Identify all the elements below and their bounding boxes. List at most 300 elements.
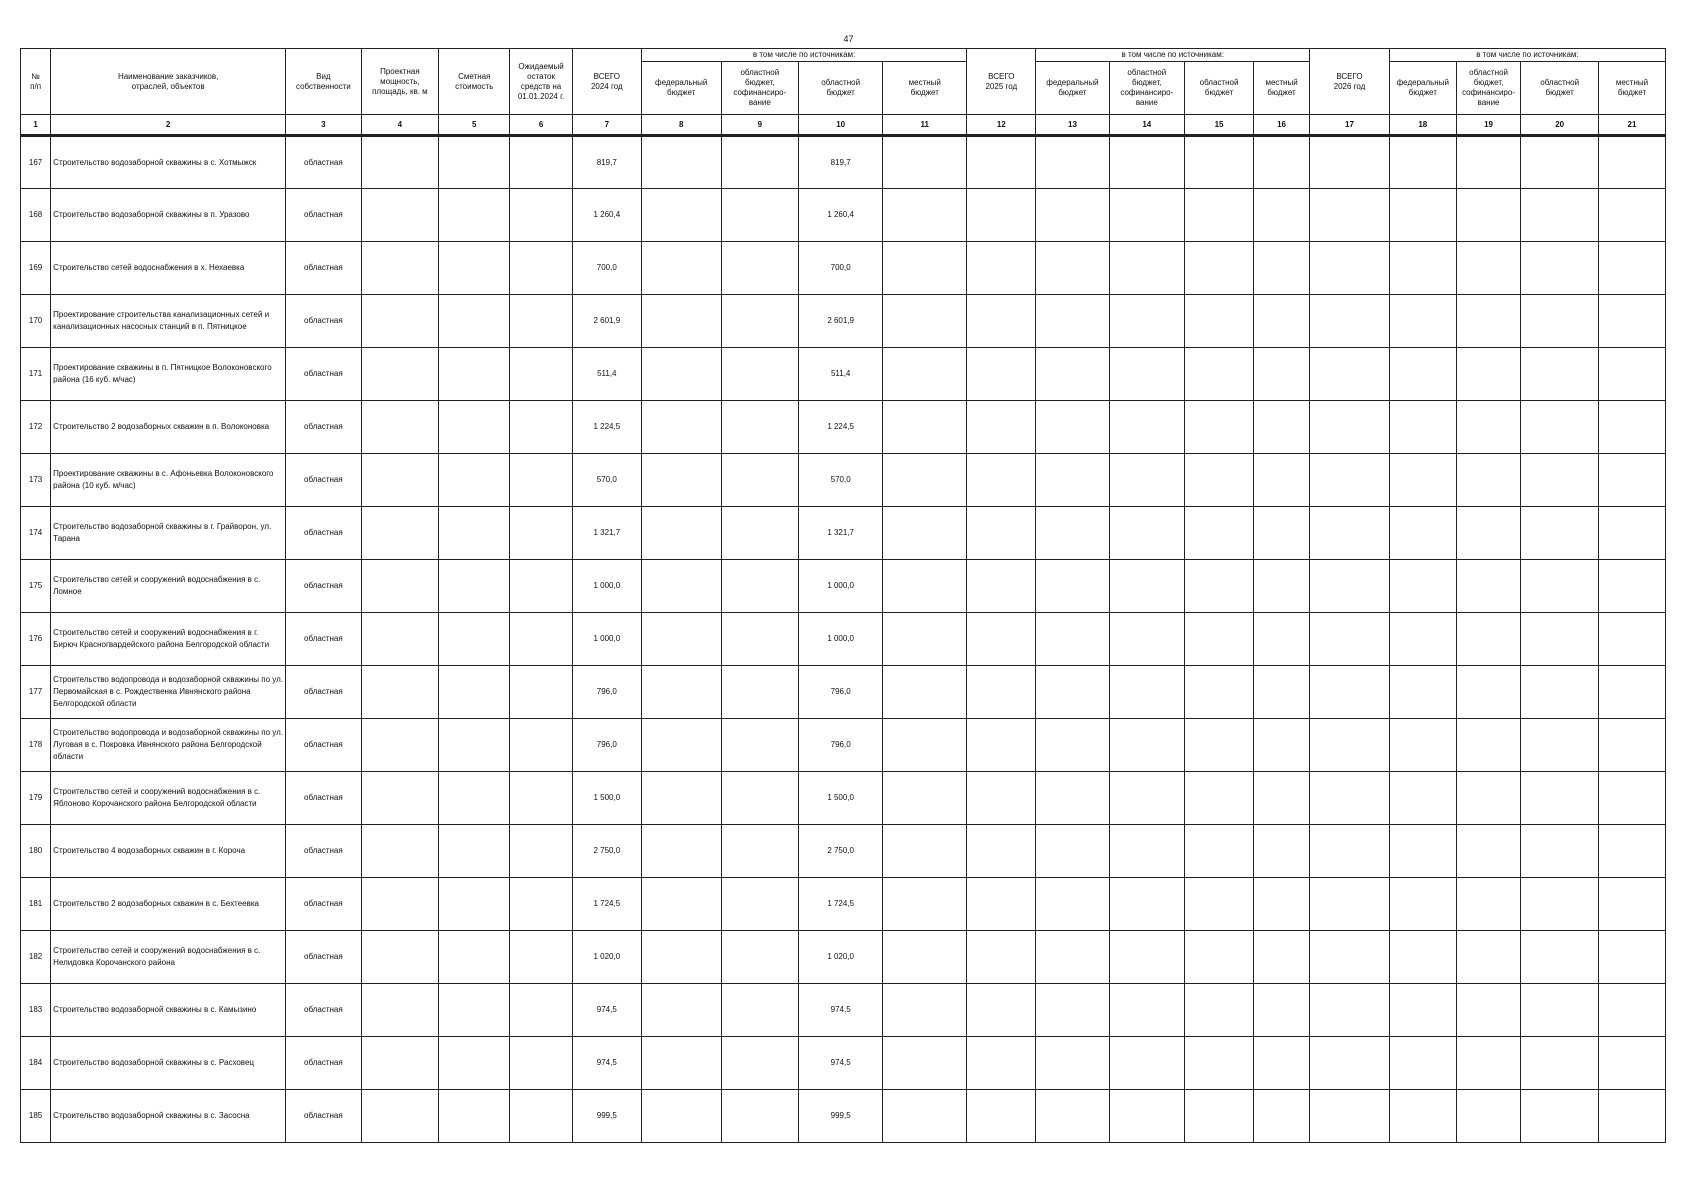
estimate-cell: [439, 560, 510, 613]
total-2025: [967, 242, 1036, 295]
regional-2026: [1521, 295, 1599, 348]
total-2026: [1310, 878, 1390, 931]
regional-cofin-2025: [1109, 666, 1184, 719]
regional-cofin-2026: [1456, 560, 1521, 613]
local-2026: [1598, 613, 1665, 666]
row-number: 178: [21, 719, 51, 772]
capacity-cell: [361, 1037, 439, 1090]
column-number: 19: [1456, 115, 1521, 136]
total-2025: [967, 560, 1036, 613]
federal-2026: [1389, 401, 1456, 454]
capacity-cell: [361, 666, 439, 719]
row-number: 174: [21, 507, 51, 560]
local-2025: [1254, 1090, 1310, 1143]
regional-cofin-2025: [1109, 242, 1184, 295]
federal-2024: [641, 348, 721, 401]
regional-2026: [1521, 931, 1599, 984]
column-number: 15: [1185, 115, 1254, 136]
object-name: Проектирование строительства канализационных сетей и канализационных насосных станций в п. Пятницкое: [51, 295, 286, 348]
local-2025: [1254, 348, 1310, 401]
ownership-type: областная: [286, 931, 361, 984]
regional-2025: [1185, 136, 1254, 189]
total-2025: [967, 136, 1036, 189]
total-2025: [967, 984, 1036, 1037]
federal-2025: [1036, 295, 1109, 348]
regional-2025: [1185, 719, 1254, 772]
federal-2025: [1036, 560, 1109, 613]
regional-2026: [1521, 772, 1599, 825]
total-2024: 511,4: [572, 348, 641, 401]
local-2025: [1254, 878, 1310, 931]
regional-cofin-2025: [1109, 136, 1184, 189]
regional-2025: [1185, 613, 1254, 666]
regional-2026: [1521, 878, 1599, 931]
row-number: 181: [21, 878, 51, 931]
table-row: [21, 931, 1666, 984]
regional-cofin-2024: [721, 719, 799, 772]
total-2024: 974,5: [572, 984, 641, 1037]
total-2024: 700,0: [572, 242, 641, 295]
regional-2025: [1185, 825, 1254, 878]
column-number: 4: [361, 115, 439, 136]
regional-2024: 1 020,0: [799, 931, 883, 984]
table-row: [21, 878, 1666, 931]
regional-cofin-2024: [721, 560, 799, 613]
total-2025: [967, 825, 1036, 878]
capacity-cell: [361, 613, 439, 666]
row-number: 183: [21, 984, 51, 1037]
total-2024: 1 224,5: [572, 401, 641, 454]
table-row: [21, 454, 1666, 507]
regional-cofin-2025: [1109, 348, 1184, 401]
regional-2024: 1 000,0: [799, 613, 883, 666]
remainder-cell: [510, 136, 573, 189]
federal-2024: [641, 719, 721, 772]
local-2025: [1254, 984, 1310, 1037]
regional-2024: 570,0: [799, 454, 883, 507]
federal-2026: [1389, 984, 1456, 1037]
table-body: [21, 136, 1666, 1143]
estimate-cell: [439, 666, 510, 719]
federal-2025: [1036, 984, 1109, 1037]
local-2024: [883, 613, 967, 666]
column-number: 5: [439, 115, 510, 136]
federal-2025: [1036, 878, 1109, 931]
remainder-cell: [510, 613, 573, 666]
local-2024: [883, 825, 967, 878]
federal-2026: [1389, 878, 1456, 931]
federal-2026: [1389, 825, 1456, 878]
total-2026: [1310, 666, 1390, 719]
local-2025: [1254, 931, 1310, 984]
federal-2026: [1389, 719, 1456, 772]
capacity-cell: [361, 719, 439, 772]
header-regional-2026: областной бюджет: [1521, 62, 1599, 115]
local-2026: [1598, 136, 1665, 189]
regional-2025: [1185, 931, 1254, 984]
remainder-cell: [510, 348, 573, 401]
regional-cofin-2026: [1456, 878, 1521, 931]
federal-2024: [641, 295, 721, 348]
federal-2025: [1036, 507, 1109, 560]
local-2025: [1254, 1037, 1310, 1090]
regional-2025: [1185, 189, 1254, 242]
regional-2026: [1521, 401, 1599, 454]
federal-2026: [1389, 560, 1456, 613]
estimate-cell: [439, 348, 510, 401]
regional-cofin-2024: [721, 1037, 799, 1090]
remainder-cell: [510, 401, 573, 454]
column-number: 21: [1598, 115, 1665, 136]
federal-2025: [1036, 242, 1109, 295]
total-2026: [1310, 454, 1390, 507]
total-2026: [1310, 507, 1390, 560]
header-total-2024: ВСЕГО 2024 год: [572, 49, 641, 115]
capacity-cell: [361, 772, 439, 825]
federal-2026: [1389, 507, 1456, 560]
regional-2026: [1521, 613, 1599, 666]
regional-cofin-2024: [721, 507, 799, 560]
header-remainder: Ожидаемый остаток средств на 01.01.2024 г.: [510, 49, 573, 115]
local-2024: [883, 931, 967, 984]
total-2025: [967, 878, 1036, 931]
ownership-type: областная: [286, 242, 361, 295]
local-2025: [1254, 189, 1310, 242]
federal-2024: [641, 401, 721, 454]
federal-2024: [641, 984, 721, 1037]
table-row: [21, 613, 1666, 666]
estimate-cell: [439, 878, 510, 931]
federal-2025: [1036, 1037, 1109, 1090]
federal-2026: [1389, 613, 1456, 666]
regional-cofin-2026: [1456, 931, 1521, 984]
remainder-cell: [510, 772, 573, 825]
regional-2024: 974,5: [799, 984, 883, 1037]
capacity-cell: [361, 242, 439, 295]
table-row: [21, 772, 1666, 825]
federal-2025: [1036, 825, 1109, 878]
regional-cofin-2024: [721, 666, 799, 719]
estimate-cell: [439, 454, 510, 507]
local-2024: [883, 560, 967, 613]
federal-2024: [641, 825, 721, 878]
local-2026: [1598, 507, 1665, 560]
column-number: 11: [883, 115, 967, 136]
local-2025: [1254, 454, 1310, 507]
estimate-cell: [439, 931, 510, 984]
estimate-cell: [439, 295, 510, 348]
regional-cofin-2026: [1456, 454, 1521, 507]
ownership-type: областная: [286, 136, 361, 189]
local-2026: [1598, 1090, 1665, 1143]
header-federal-2026: федеральный бюджет: [1389, 62, 1456, 115]
federal-2025: [1036, 1090, 1109, 1143]
regional-cofin-2026: [1456, 772, 1521, 825]
federal-2024: [641, 560, 721, 613]
object-name: Строительство водозаборной скважины в г. Грайворон, ул. Тарана: [51, 507, 286, 560]
total-2025: [967, 454, 1036, 507]
regional-2026: [1521, 984, 1599, 1037]
header-regional-2024: областной бюджет: [799, 62, 883, 115]
total-2024: 570,0: [572, 454, 641, 507]
regional-2024: 2 750,0: [799, 825, 883, 878]
federal-2024: [641, 878, 721, 931]
total-2024: 1 724,5: [572, 878, 641, 931]
regional-cofin-2025: [1109, 401, 1184, 454]
total-2026: [1310, 136, 1390, 189]
table-row: [21, 295, 1666, 348]
regional-2026: [1521, 719, 1599, 772]
capacity-cell: [361, 189, 439, 242]
capacity-cell: [361, 348, 439, 401]
row-number: 170: [21, 295, 51, 348]
total-2024: 2 750,0: [572, 825, 641, 878]
object-name: Строительство водопровода и водозаборной скважины по ул. Первомайская в с. Рождественка Ивнянского района Белгородской области: [51, 666, 286, 719]
capacity-cell: [361, 136, 439, 189]
total-2024: 1 000,0: [572, 560, 641, 613]
local-2024: [883, 666, 967, 719]
total-2026: [1310, 242, 1390, 295]
federal-2024: [641, 1037, 721, 1090]
estimate-cell: [439, 772, 510, 825]
column-number: 2: [51, 115, 286, 136]
remainder-cell: [510, 719, 573, 772]
total-2024: 999,5: [572, 1090, 641, 1143]
regional-cofin-2024: [721, 401, 799, 454]
row-number: 173: [21, 454, 51, 507]
object-name: Строительство сетей и сооружений водоснабжения в с. Нелидовка Корочанского района: [51, 931, 286, 984]
total-2025: [967, 189, 1036, 242]
local-2024: [883, 772, 967, 825]
regional-cofin-2025: [1109, 878, 1184, 931]
ownership-type: областная: [286, 454, 361, 507]
federal-2024: [641, 613, 721, 666]
regional-2024: 1 260,4: [799, 189, 883, 242]
ownership-type: областная: [286, 348, 361, 401]
column-number: 12: [967, 115, 1036, 136]
regional-2026: [1521, 242, 1599, 295]
header-sources-2024: в том числе по источникам:: [641, 49, 967, 62]
regional-cofin-2025: [1109, 189, 1184, 242]
regional-cofin-2026: [1456, 348, 1521, 401]
row-number: 179: [21, 772, 51, 825]
object-name: Строительство 2 водозаборных скважин в с. Бехтеевка: [51, 878, 286, 931]
regional-cofin-2025: [1109, 295, 1184, 348]
local-2024: [883, 719, 967, 772]
header-regional-cofin-2024: областной бюджет, софинансиро- вание: [721, 62, 799, 115]
ownership-type: областная: [286, 719, 361, 772]
local-2025: [1254, 613, 1310, 666]
header-sources-2025: в том числе по источникам:: [1036, 49, 1310, 62]
regional-cofin-2026: [1456, 136, 1521, 189]
regional-2026: [1521, 560, 1599, 613]
total-2025: [967, 666, 1036, 719]
federal-2026: [1389, 1037, 1456, 1090]
local-2025: [1254, 825, 1310, 878]
column-numbers-row: [21, 115, 1666, 136]
local-2024: [883, 242, 967, 295]
regional-cofin-2026: [1456, 719, 1521, 772]
regional-2024: 796,0: [799, 666, 883, 719]
federal-2026: [1389, 136, 1456, 189]
local-2024: [883, 454, 967, 507]
regional-2025: [1185, 560, 1254, 613]
capacity-cell: [361, 295, 439, 348]
regional-2025: [1185, 1037, 1254, 1090]
local-2025: [1254, 295, 1310, 348]
header-regional-cofin-2025: областной бюджет, софинансиро- вание: [1109, 62, 1184, 115]
total-2024: 796,0: [572, 719, 641, 772]
row-number: 184: [21, 1037, 51, 1090]
regional-2025: [1185, 295, 1254, 348]
object-name: Строительство 4 водозаборных скважин в г. Короча: [51, 825, 286, 878]
total-2026: [1310, 348, 1390, 401]
regional-cofin-2024: [721, 931, 799, 984]
total-2026: [1310, 984, 1390, 1037]
regional-2025: [1185, 772, 1254, 825]
federal-2026: [1389, 348, 1456, 401]
total-2026: [1310, 1037, 1390, 1090]
capacity-cell: [361, 984, 439, 1037]
ownership-type: областная: [286, 507, 361, 560]
total-2024: 1 260,4: [572, 189, 641, 242]
federal-2025: [1036, 454, 1109, 507]
regional-cofin-2026: [1456, 984, 1521, 1037]
federal-2024: [641, 507, 721, 560]
federal-2026: [1389, 1090, 1456, 1143]
local-2024: [883, 348, 967, 401]
total-2024: 796,0: [572, 666, 641, 719]
total-2026: [1310, 189, 1390, 242]
local-2026: [1598, 242, 1665, 295]
ownership-type: областная: [286, 984, 361, 1037]
table-row: [21, 560, 1666, 613]
remainder-cell: [510, 507, 573, 560]
table-row: [21, 242, 1666, 295]
estimate-cell: [439, 507, 510, 560]
object-name: Строительство водозаборной скважины в с. Расховец: [51, 1037, 286, 1090]
table-row: [21, 719, 1666, 772]
remainder-cell: [510, 984, 573, 1037]
row-number: 169: [21, 242, 51, 295]
remainder-cell: [510, 189, 573, 242]
federal-2026: [1389, 666, 1456, 719]
regional-2025: [1185, 666, 1254, 719]
federal-2025: [1036, 931, 1109, 984]
ownership-type: областная: [286, 189, 361, 242]
ownership-type: областная: [286, 1090, 361, 1143]
table-row: [21, 984, 1666, 1037]
row-number: 167: [21, 136, 51, 189]
row-number: 172: [21, 401, 51, 454]
federal-2024: [641, 136, 721, 189]
regional-cofin-2026: [1456, 825, 1521, 878]
column-number: 18: [1389, 115, 1456, 136]
local-2025: [1254, 719, 1310, 772]
regional-cofin-2026: [1456, 189, 1521, 242]
federal-2024: [641, 242, 721, 295]
regional-cofin-2025: [1109, 931, 1184, 984]
total-2025: [967, 1090, 1036, 1143]
object-name: Строительство 2 водозаборных скважин в п. Волоконовка: [51, 401, 286, 454]
regional-2025: [1185, 242, 1254, 295]
ownership-type: областная: [286, 878, 361, 931]
local-2025: [1254, 242, 1310, 295]
capacity-cell: [361, 878, 439, 931]
regional-2026: [1521, 1090, 1599, 1143]
table-row: [21, 825, 1666, 878]
total-2024: 1 500,0: [572, 772, 641, 825]
regional-cofin-2024: [721, 772, 799, 825]
ownership-type: областная: [286, 401, 361, 454]
object-name: Строительство водозаборной скважины в п. Уразово: [51, 189, 286, 242]
federal-2024: [641, 666, 721, 719]
regional-2025: [1185, 401, 1254, 454]
header-total-2026: ВСЕГО 2026 год: [1310, 49, 1390, 115]
row-number: 171: [21, 348, 51, 401]
regional-2026: [1521, 666, 1599, 719]
remainder-cell: [510, 931, 573, 984]
remainder-cell: [510, 454, 573, 507]
federal-2025: [1036, 613, 1109, 666]
table-row: [21, 507, 1666, 560]
remainder-cell: [510, 878, 573, 931]
table-row: [21, 136, 1666, 189]
regional-cofin-2024: [721, 295, 799, 348]
local-2024: [883, 295, 967, 348]
regional-cofin-2025: [1109, 1090, 1184, 1143]
capacity-cell: [361, 507, 439, 560]
header-ownership: Вид собственности: [286, 49, 361, 115]
total-2025: [967, 931, 1036, 984]
regional-2026: [1521, 1037, 1599, 1090]
regional-2025: [1185, 878, 1254, 931]
estimate-cell: [439, 984, 510, 1037]
column-number: 20: [1521, 115, 1599, 136]
header-sources-2026: в том числе по источникам:: [1389, 49, 1665, 62]
regional-cofin-2025: [1109, 772, 1184, 825]
local-2024: [883, 878, 967, 931]
object-name: Строительство сетей и сооружений водоснабжения в с. Ломное: [51, 560, 286, 613]
regional-2024: 511,4: [799, 348, 883, 401]
ownership-type: областная: [286, 560, 361, 613]
estimate-cell: [439, 1037, 510, 1090]
total-2024: 1 000,0: [572, 613, 641, 666]
regional-cofin-2025: [1109, 719, 1184, 772]
local-2025: [1254, 772, 1310, 825]
column-number: 13: [1036, 115, 1109, 136]
remainder-cell: [510, 1090, 573, 1143]
total-2024: 974,5: [572, 1037, 641, 1090]
ownership-type: областная: [286, 772, 361, 825]
regional-2025: [1185, 984, 1254, 1037]
total-2025: [967, 772, 1036, 825]
total-2024: 1 321,7: [572, 507, 641, 560]
total-2025: [967, 613, 1036, 666]
local-2026: [1598, 401, 1665, 454]
header-regional-cofin-2026: областной бюджет, софинансиро- вание: [1456, 62, 1521, 115]
ownership-type: областная: [286, 295, 361, 348]
regional-2024: 796,0: [799, 719, 883, 772]
local-2024: [883, 1037, 967, 1090]
total-2025: [967, 719, 1036, 772]
column-number: 9: [721, 115, 799, 136]
capacity-cell: [361, 454, 439, 507]
total-2026: [1310, 295, 1390, 348]
table-row: [21, 401, 1666, 454]
local-2025: [1254, 136, 1310, 189]
estimate-cell: [439, 242, 510, 295]
